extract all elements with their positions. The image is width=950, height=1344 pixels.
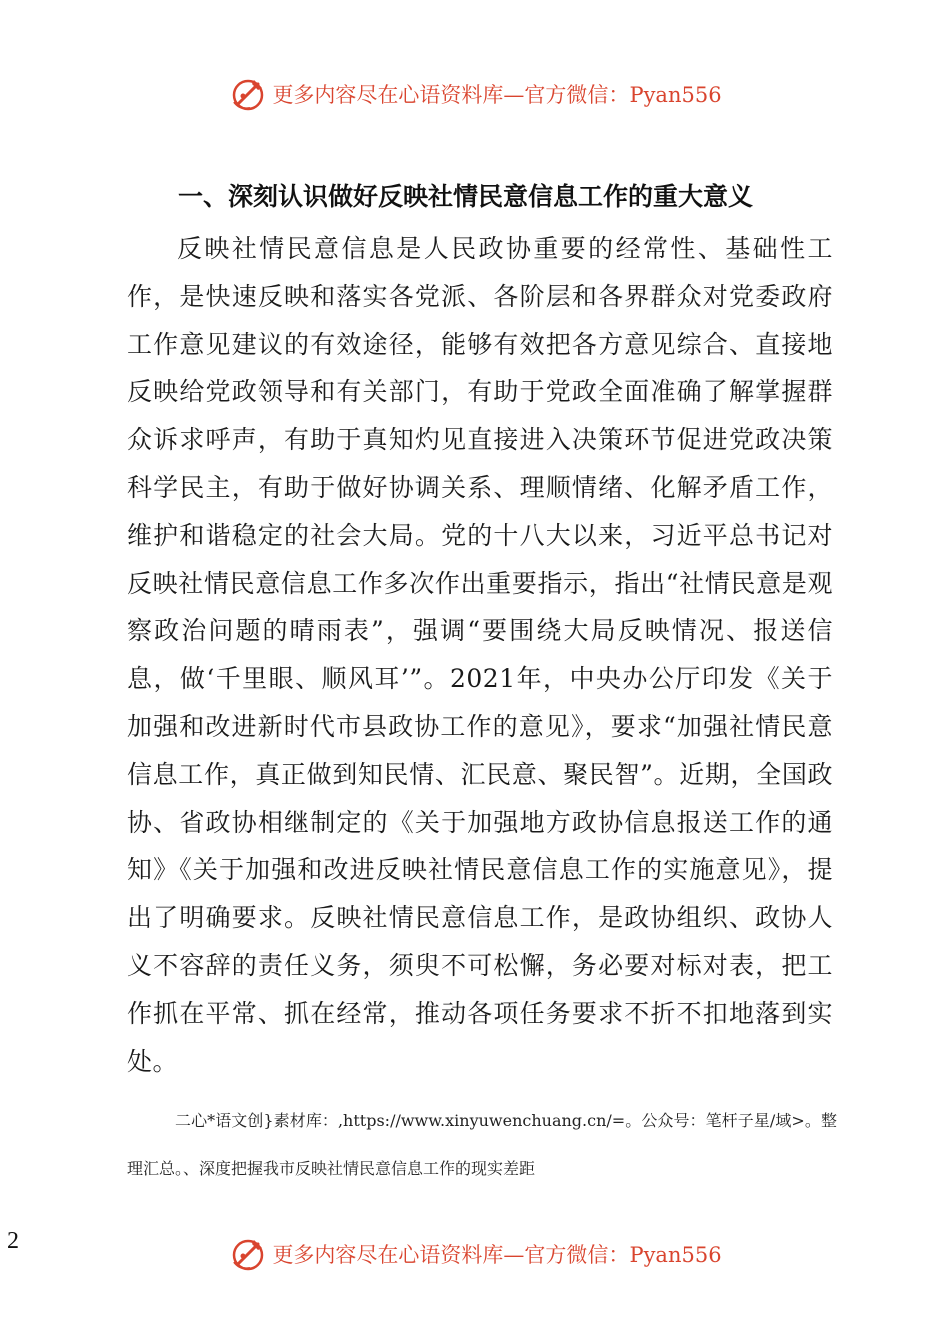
wechat-id: Pyan556 — [629, 1243, 722, 1267]
wechat-id: Pyan556 — [629, 83, 722, 107]
footnote: 二心*语文创}素材库：,https://www.xinyuwenchuang.cn/=。公众号：笔杆子星/域>。整理汇总。、深度把握我市反映社情民意信息工作的现实差距 — [127, 1111, 837, 1178]
banner-text — [272, 79, 721, 109]
banner-slogan: 更多内容尽在心语资料库—官方微信： — [272, 83, 630, 107]
page-number: 2 — [7, 1228, 19, 1254]
footer-banner — [0, 1232, 950, 1276]
banner-text — [272, 1239, 721, 1269]
pen-circle-logo-icon — [228, 1234, 268, 1274]
section-heading: 一、深刻认识做好反映社情民意信息工作的重大意义 — [178, 182, 754, 211]
pen-circle-logo-icon — [228, 74, 268, 114]
banner-slogan: 更多内容尽在心语资料库—官方微信： — [272, 1243, 630, 1267]
header-banner — [0, 72, 950, 116]
body-paragraph: 反映社情民意信息是人民政协重要的经常性、基础性工作，是快速反映和落实各党派、各阶层和各界群众对党委政府工作意见建议的有效途径，能够有效把各方意见综合、直接地反映给党政领导和有关部门，有助于党政全面准确了解掌握群众诉求呼声，有助于真知灼见直接进入决策环节促进党政决策科学民主，有助于做好协调关系、理顺情绪、化解矛盾工作，维护和谐稳定的社会大局。党的十八大以来，习近平总书记对反映社情民意信息工作多次作出重要指示，指出“社情民意是观察政治问题的晴雨表”，强调“要围绕大局反映情况、报送信息，做‘千里眼、顺风耳’”。2021年，中央办公厅印发《关于加强和改进新时代市县政协工作的意见》，要求“加强社情民意信息工作，真正做到知民情、汇民意、聚民智”。近期，全国政协、省政协相继制定的《关于加强地方政协信息报送工作的通知》《关于加强和改进反映社情民意信息工作的实施意见》，提出了明确要求。反映社情民意信息工作，是政协组织、政协人义不容辞的责任义务，须臾不可松懈，务必要对标对表，把工作抓在平常、抓在经常，推动各项任务要求不折不扣地落到实处。 — [127, 234, 833, 1076]
